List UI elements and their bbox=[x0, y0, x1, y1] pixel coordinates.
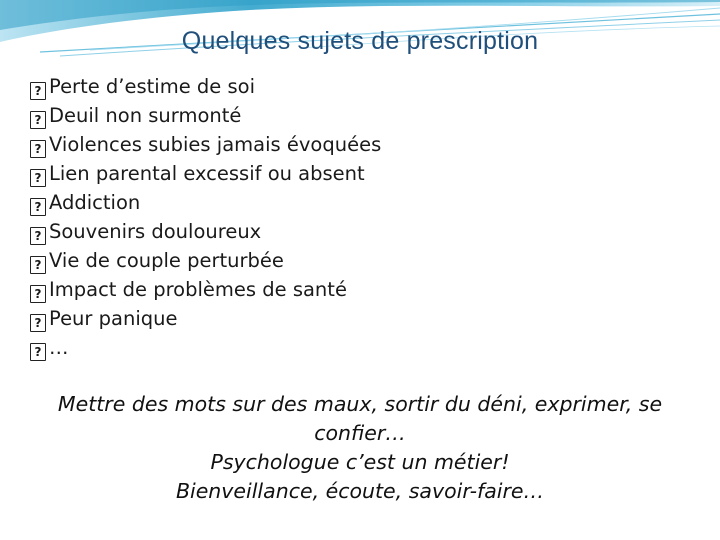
closing-quote bbox=[20, 390, 700, 506]
list-item bbox=[30, 159, 381, 188]
list-item bbox=[30, 188, 381, 217]
missing-glyph-box-icon: ? bbox=[30, 140, 46, 158]
missing-glyph-box-icon: ? bbox=[30, 285, 46, 303]
list-item bbox=[30, 130, 381, 159]
missing-glyph-box-icon: ? bbox=[30, 227, 46, 245]
slide-title: Quelques sujets de prescription bbox=[181, 27, 539, 55]
quote-line: Bienveillance, écoute, savoir-faire… bbox=[175, 479, 545, 503]
missing-glyph-box-icon: ? bbox=[30, 169, 46, 187]
quote-line: confier… bbox=[314, 421, 406, 445]
missing-glyph-box-icon: ? bbox=[30, 314, 46, 332]
list-item-text: Souvenirs douloureux bbox=[49, 220, 262, 243]
missing-glyph-box-icon: ? bbox=[30, 198, 46, 216]
missing-glyph-box-icon: ? bbox=[30, 256, 46, 274]
missing-glyph-box-icon: ? bbox=[30, 343, 46, 361]
missing-glyph-box-icon: ? bbox=[30, 111, 46, 129]
list-item bbox=[30, 72, 381, 101]
list-item-text: Peur panique bbox=[49, 307, 178, 330]
list-item bbox=[30, 101, 381, 130]
list-item-text: Deuil non surmonté bbox=[49, 104, 242, 127]
list-item-text: … bbox=[49, 336, 69, 359]
list-item-text: Vie de couple perturbée bbox=[49, 249, 284, 272]
bullet-list bbox=[30, 72, 381, 362]
list-item-text: Violences subies jamais évoquées bbox=[49, 133, 382, 156]
list-item-text: Lien parental excessif ou absent bbox=[49, 162, 365, 185]
list-item bbox=[30, 246, 381, 275]
list-item-text: Addiction bbox=[49, 191, 141, 214]
quote-line: Psychologue c’est un métier! bbox=[210, 450, 510, 474]
list-item bbox=[30, 333, 381, 362]
list-item bbox=[30, 275, 381, 304]
missing-glyph-box-icon: ? bbox=[30, 82, 46, 100]
list-item bbox=[30, 304, 381, 333]
list-item bbox=[30, 217, 381, 246]
quote-line: Mettre des mots sur des maux, sortir du déni, exprimer, se bbox=[57, 392, 663, 416]
list-item-text: Perte d’estime de soi bbox=[49, 75, 255, 98]
list-item-text: Impact de problèmes de santé bbox=[49, 278, 347, 301]
